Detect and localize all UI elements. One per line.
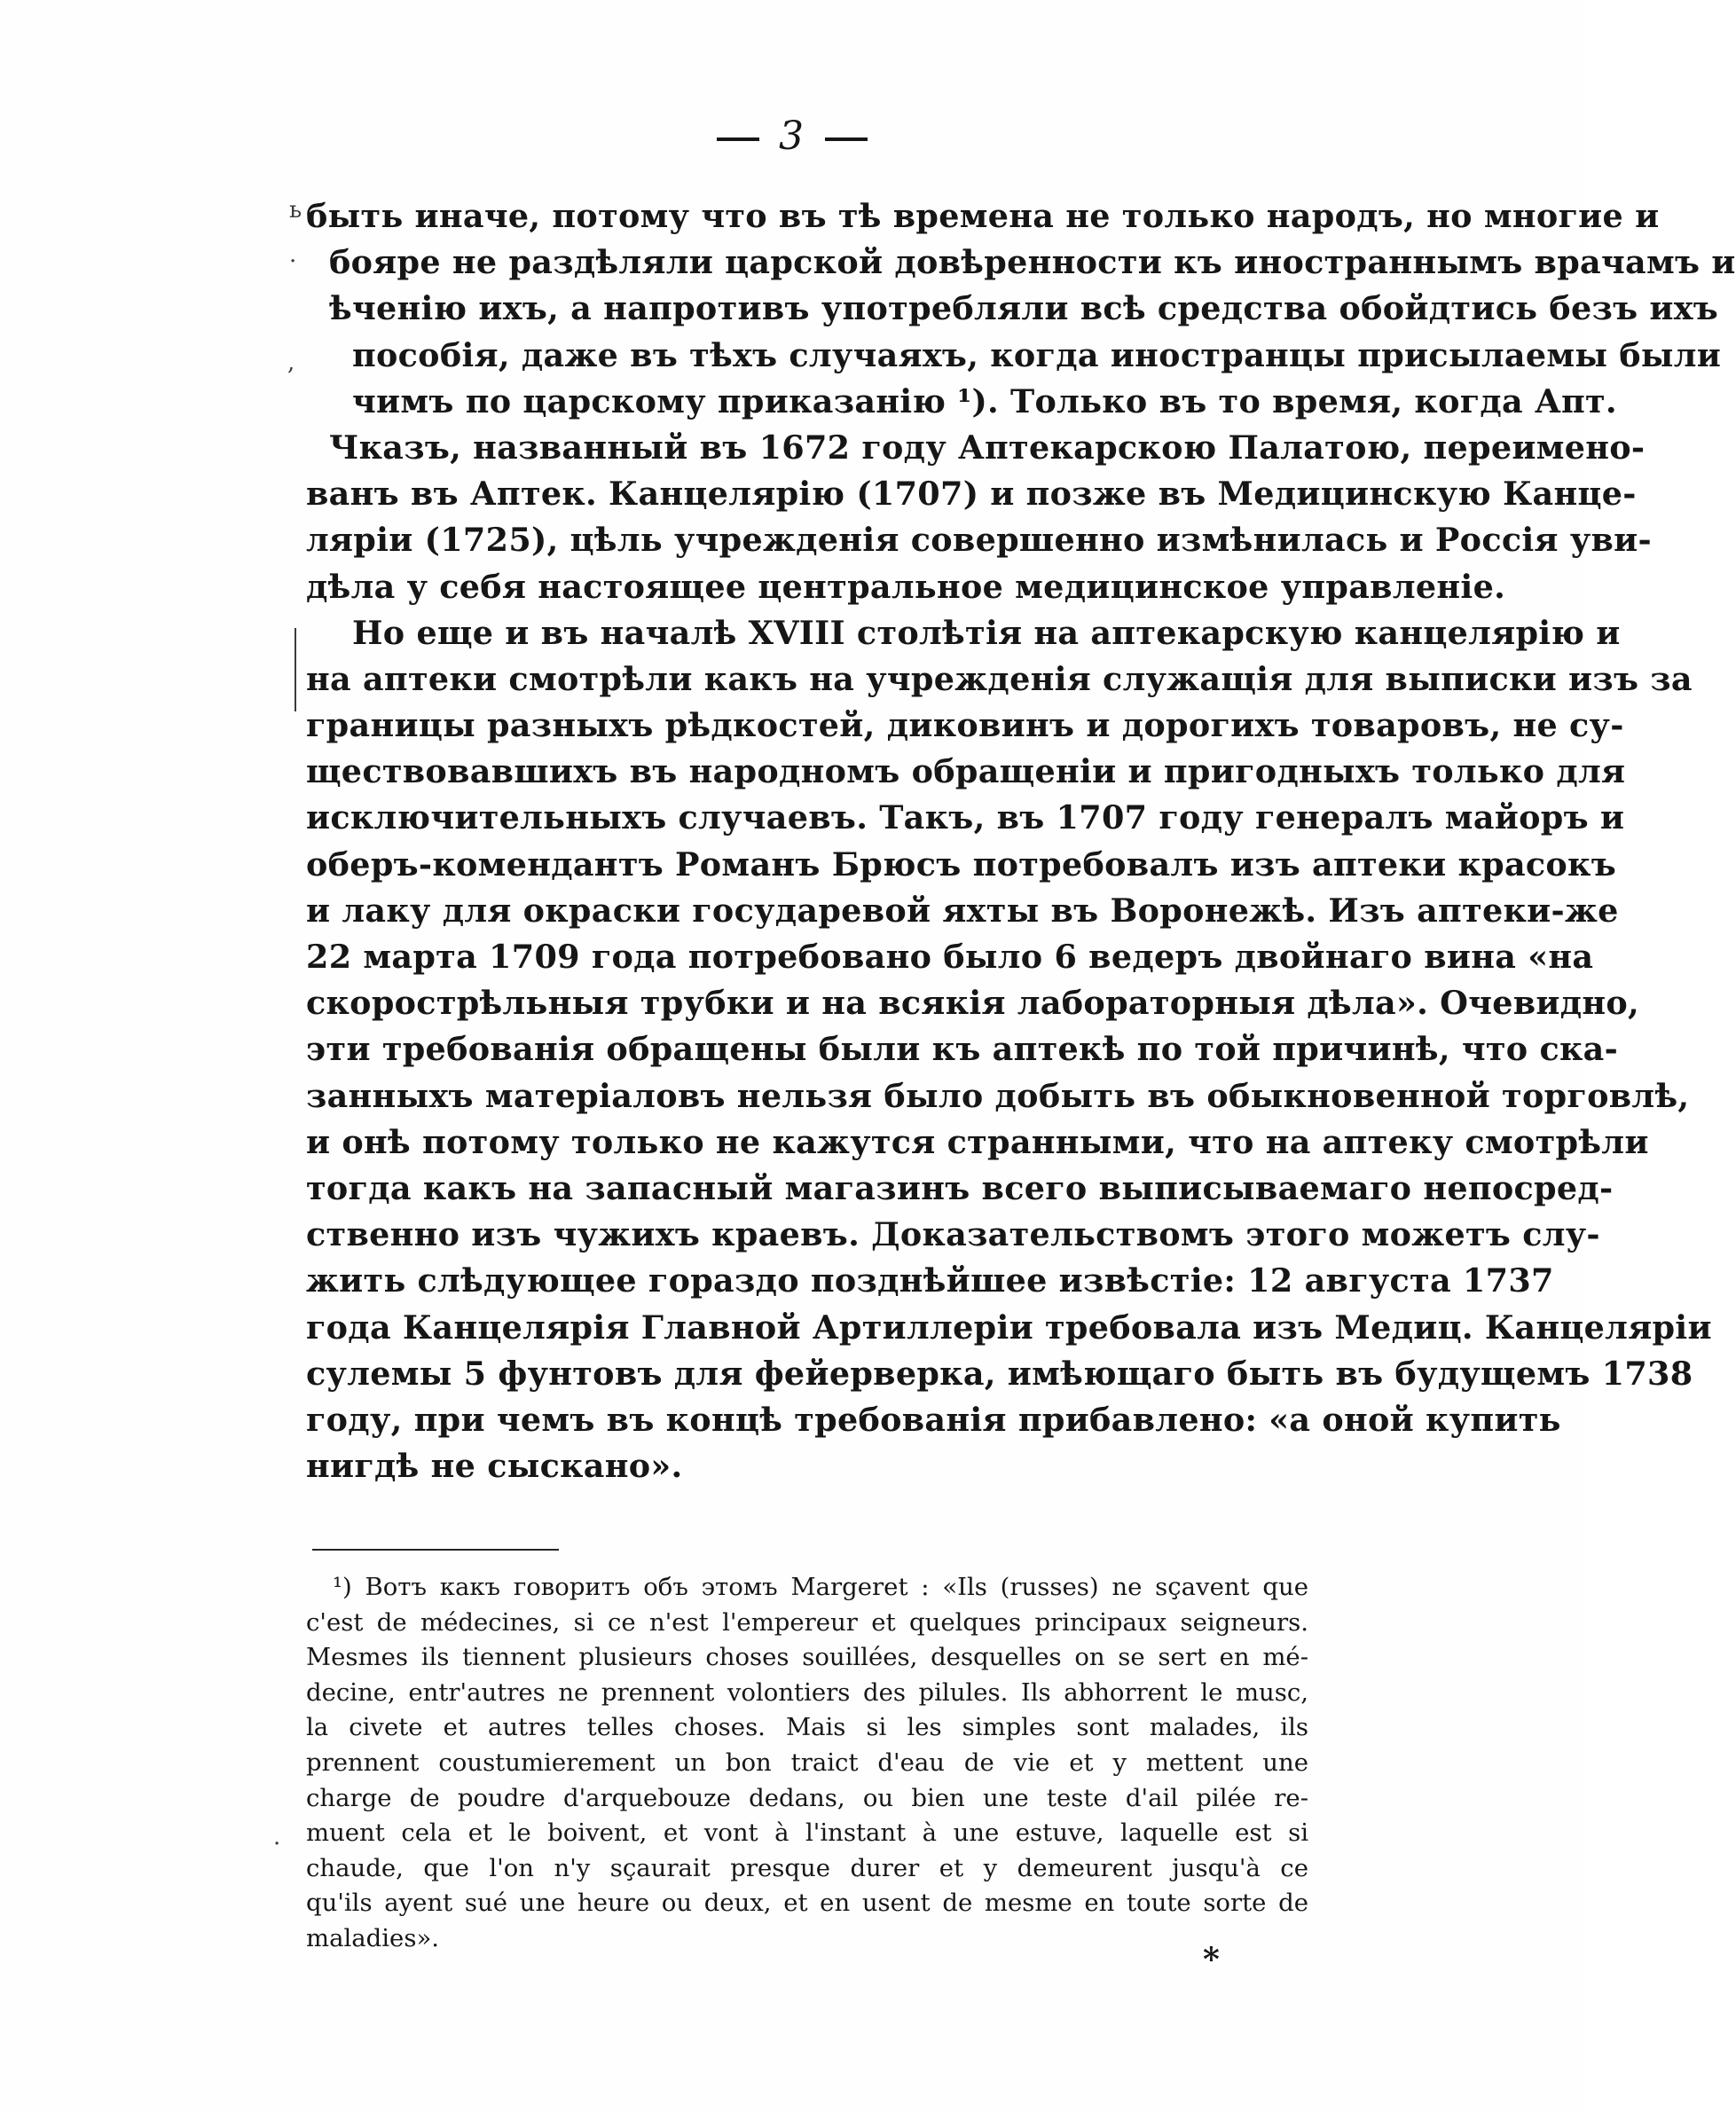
footnote-line: prennent coustumierement un bon traict d'eau de vie et y mettent une <box>306 1748 1308 1777</box>
text-line: занныхъ матеріаловъ нельзя было добыть въ обыкновенной торговлѣ, <box>306 1076 1690 1115</box>
margin-mark: · <box>273 1831 281 1858</box>
text-line: границы разныхъ рѣдкостей, диковинъ и дорогихъ товаровъ, не су- <box>306 706 1624 745</box>
text-line: эти требованія обращены были къ аптекѣ по той причинѣ, что ска- <box>306 1030 1619 1069</box>
main-text <box>306 193 1736 1489</box>
text-line: скорострѣльныя трубки и на всякія лабораторныя дѣла». Очевидно, <box>306 984 1640 1023</box>
text-line: 22 марта 1709 года потребовано было 6 ведеръ двойнаго вина «на <box>306 938 1594 976</box>
text-line: чимъ по царскому приказанію ¹). Только въ то время, когда Апт. <box>352 381 1617 420</box>
text-line: ществовавшихъ въ народномъ обращеніи и пригодныхъ только для <box>306 752 1626 791</box>
text-line: Чказъ, названный въ 1672 году Аптекарскою Палатою, переимено- <box>329 428 1646 467</box>
margin-bar <box>295 628 296 711</box>
text-line: оберъ-комендантъ Романъ Брюсъ потребовалъ изъ аптеки красокъ <box>306 844 1617 884</box>
text-line: ственно изъ чужихъ краевъ. Доказательствомъ этого можетъ слу- <box>306 1215 1600 1254</box>
footnote-line: maladies». <box>306 1923 440 1952</box>
footnote-line: muent cela et le boivent, et vont à l'instant à une estuve, laquelle est si <box>306 1818 1308 1848</box>
footnote-line: chaude, que l'on n'y sçaurait presque durer et y demeurent jusqu'à ce <box>306 1853 1308 1882</box>
footnote-line: la civete et autres telles choses. Mais si les simples sont malades, ils <box>306 1713 1308 1742</box>
text-line: года Канцелярія Главной Артиллеріи требовала изъ Медиц. Канцеляріи <box>306 1308 1712 1347</box>
text-line: нигдѣ не сыскано». <box>306 1447 683 1486</box>
text-line: на аптеки смотрѣли какъ на учрежденія служащія для выписки изъ за <box>306 659 1693 698</box>
folio-dash-left <box>717 137 759 141</box>
text-line: и онѣ потому только не кажутся странными, что на аптеку смотрѣли <box>306 1122 1649 1161</box>
footnote-line: qu'ils ayent sué une heure ou deux, et en usent de mesme en toute sorte de <box>306 1889 1308 1918</box>
text-line: жить слѣдующее гораздо позднѣйшее извѣстіе: 12 августа 1737 <box>306 1261 1554 1300</box>
margin-mark: ь <box>289 197 302 224</box>
footnote-line: charge de poudre d'arquebouze dedans, ou bien une teste d'ail pilée re- <box>306 1783 1308 1812</box>
text-line: дѣла у себя настоящее центральное медицинское управленіе. <box>306 567 1506 606</box>
text-line: ляріи (1725), цѣль учрежденія совершенно измѣнилась и Россія уви- <box>306 521 1652 560</box>
text-line: ванъ въ Аптек. Канцелярію (1707) и позже въ Медицинскую Канце- <box>306 475 1637 514</box>
text-line: быть иначе, потому что въ тѣ времена не только народъ, но многие и <box>306 197 1660 235</box>
text-line: исключительныхъ случаевъ. Такъ, въ 1707 году генералъ майоръ и <box>306 798 1625 837</box>
folio-dash-right <box>825 137 868 141</box>
text-line: ѣченію ихъ, а напротивъ употребляли всѣ средства обойдтись безъ ихъ <box>329 289 1719 328</box>
text-line: году, при чемъ въ концѣ требованія прибавлено: «а оной купить <box>306 1400 1561 1439</box>
text-line: бояре не раздѣляли царской довѣренности къ иностраннымъ врачамъ и <box>329 243 1736 282</box>
text-line: тогда какъ на запасный магазинъ всего выписываемаго непосред- <box>306 1168 1614 1207</box>
text-line: пособія, даже въ тѣхъ случаяхъ, когда иностранцы присылаемы были <box>352 335 1722 374</box>
margin-mark: · <box>289 248 297 275</box>
page-number-value: 3 <box>779 114 805 159</box>
paragraph-start-line: Но еще и въ началѣ XVIII столѣтія на аптекарскую канцелярію и <box>352 613 1621 652</box>
text-line: и лаку для окраски государевой яхты въ Воронежѣ. Изъ аптеки-же <box>306 891 1619 930</box>
signature-mark: * <box>1203 1941 1220 1978</box>
footnote-line: Mesmes ils tiennent plusieurs choses souillées, desquelles on se sert en mé- <box>306 1643 1308 1672</box>
footnote <box>306 1570 1308 1957</box>
page-number <box>0 114 1584 159</box>
footnote-line: decine, entr'autres ne prennent volontiers des pilules. Ils abhorrent le musc, <box>306 1677 1308 1707</box>
footnote-line: c'est de médecines, si ce n'est l'empereur et quelques principaux seigneurs. <box>306 1607 1308 1637</box>
footnote-separator <box>312 1549 559 1551</box>
margin-mark: , <box>287 350 295 376</box>
text-line: сулемы 5 фунтовъ для фейерверка, имѣющаго быть въ будущемъ 1738 <box>306 1354 1693 1393</box>
footnote-line: ¹) Вотъ какъ говоритъ объ этомъ Margeret : «Ils (russes) ne sçavent que <box>333 1573 1308 1601</box>
